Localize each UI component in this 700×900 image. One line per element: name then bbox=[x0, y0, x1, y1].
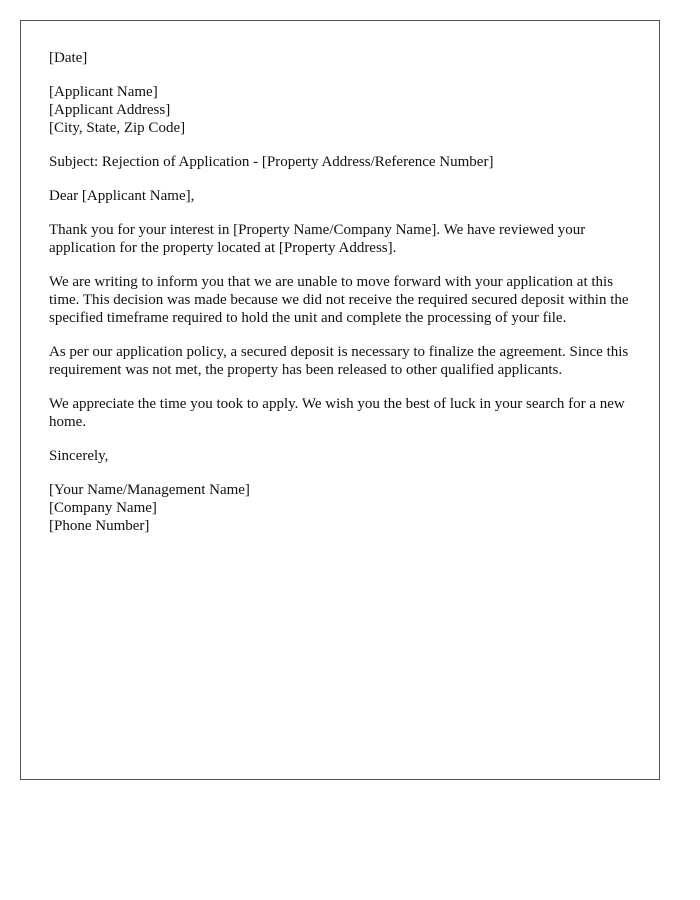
letter-closing: Sincerely, bbox=[49, 448, 109, 464]
signature-block bbox=[49, 481, 639, 535]
recipient-name: [Applicant Name] bbox=[49, 84, 158, 100]
letter-paragraph: As per our application policy, a secured deposit is necessary to finalize the agreement. Since this requirement was not met, the property has been released to other qualified applicants. bbox=[49, 344, 629, 378]
letter-body bbox=[49, 49, 639, 551]
recipient-block bbox=[49, 83, 639, 137]
recipient-address: [Applicant Address] bbox=[49, 102, 171, 118]
signature-company: [Company Name] bbox=[49, 500, 157, 516]
letter-paragraph: Thank you for your interest in [Property Name/Company Name]. We have reviewed your application for the property located at [Property Address]. bbox=[49, 222, 586, 256]
signature-phone: [Phone Number] bbox=[49, 518, 150, 534]
letter-subject: Subject: Rejection of Application - [Property Address/Reference Number] bbox=[49, 154, 494, 170]
letter-date: [Date] bbox=[49, 50, 88, 66]
recipient-city-state-zip: [City, State, Zip Code] bbox=[49, 120, 186, 136]
letter-page bbox=[20, 20, 660, 780]
signature-name: [Your Name/Management Name] bbox=[49, 482, 250, 498]
letter-paragraph: We appreciate the time you took to apply. We wish you the best of luck in your search for a new home. bbox=[49, 396, 625, 430]
letter-paragraph: We are writing to inform you that we are unable to move forward with your application at this time. This decision was made because we did not receive the required secured deposit within the specified timeframe required to hold the unit and complete the processing of your file. bbox=[49, 274, 629, 326]
letter-salutation: Dear [Applicant Name], bbox=[49, 188, 195, 204]
